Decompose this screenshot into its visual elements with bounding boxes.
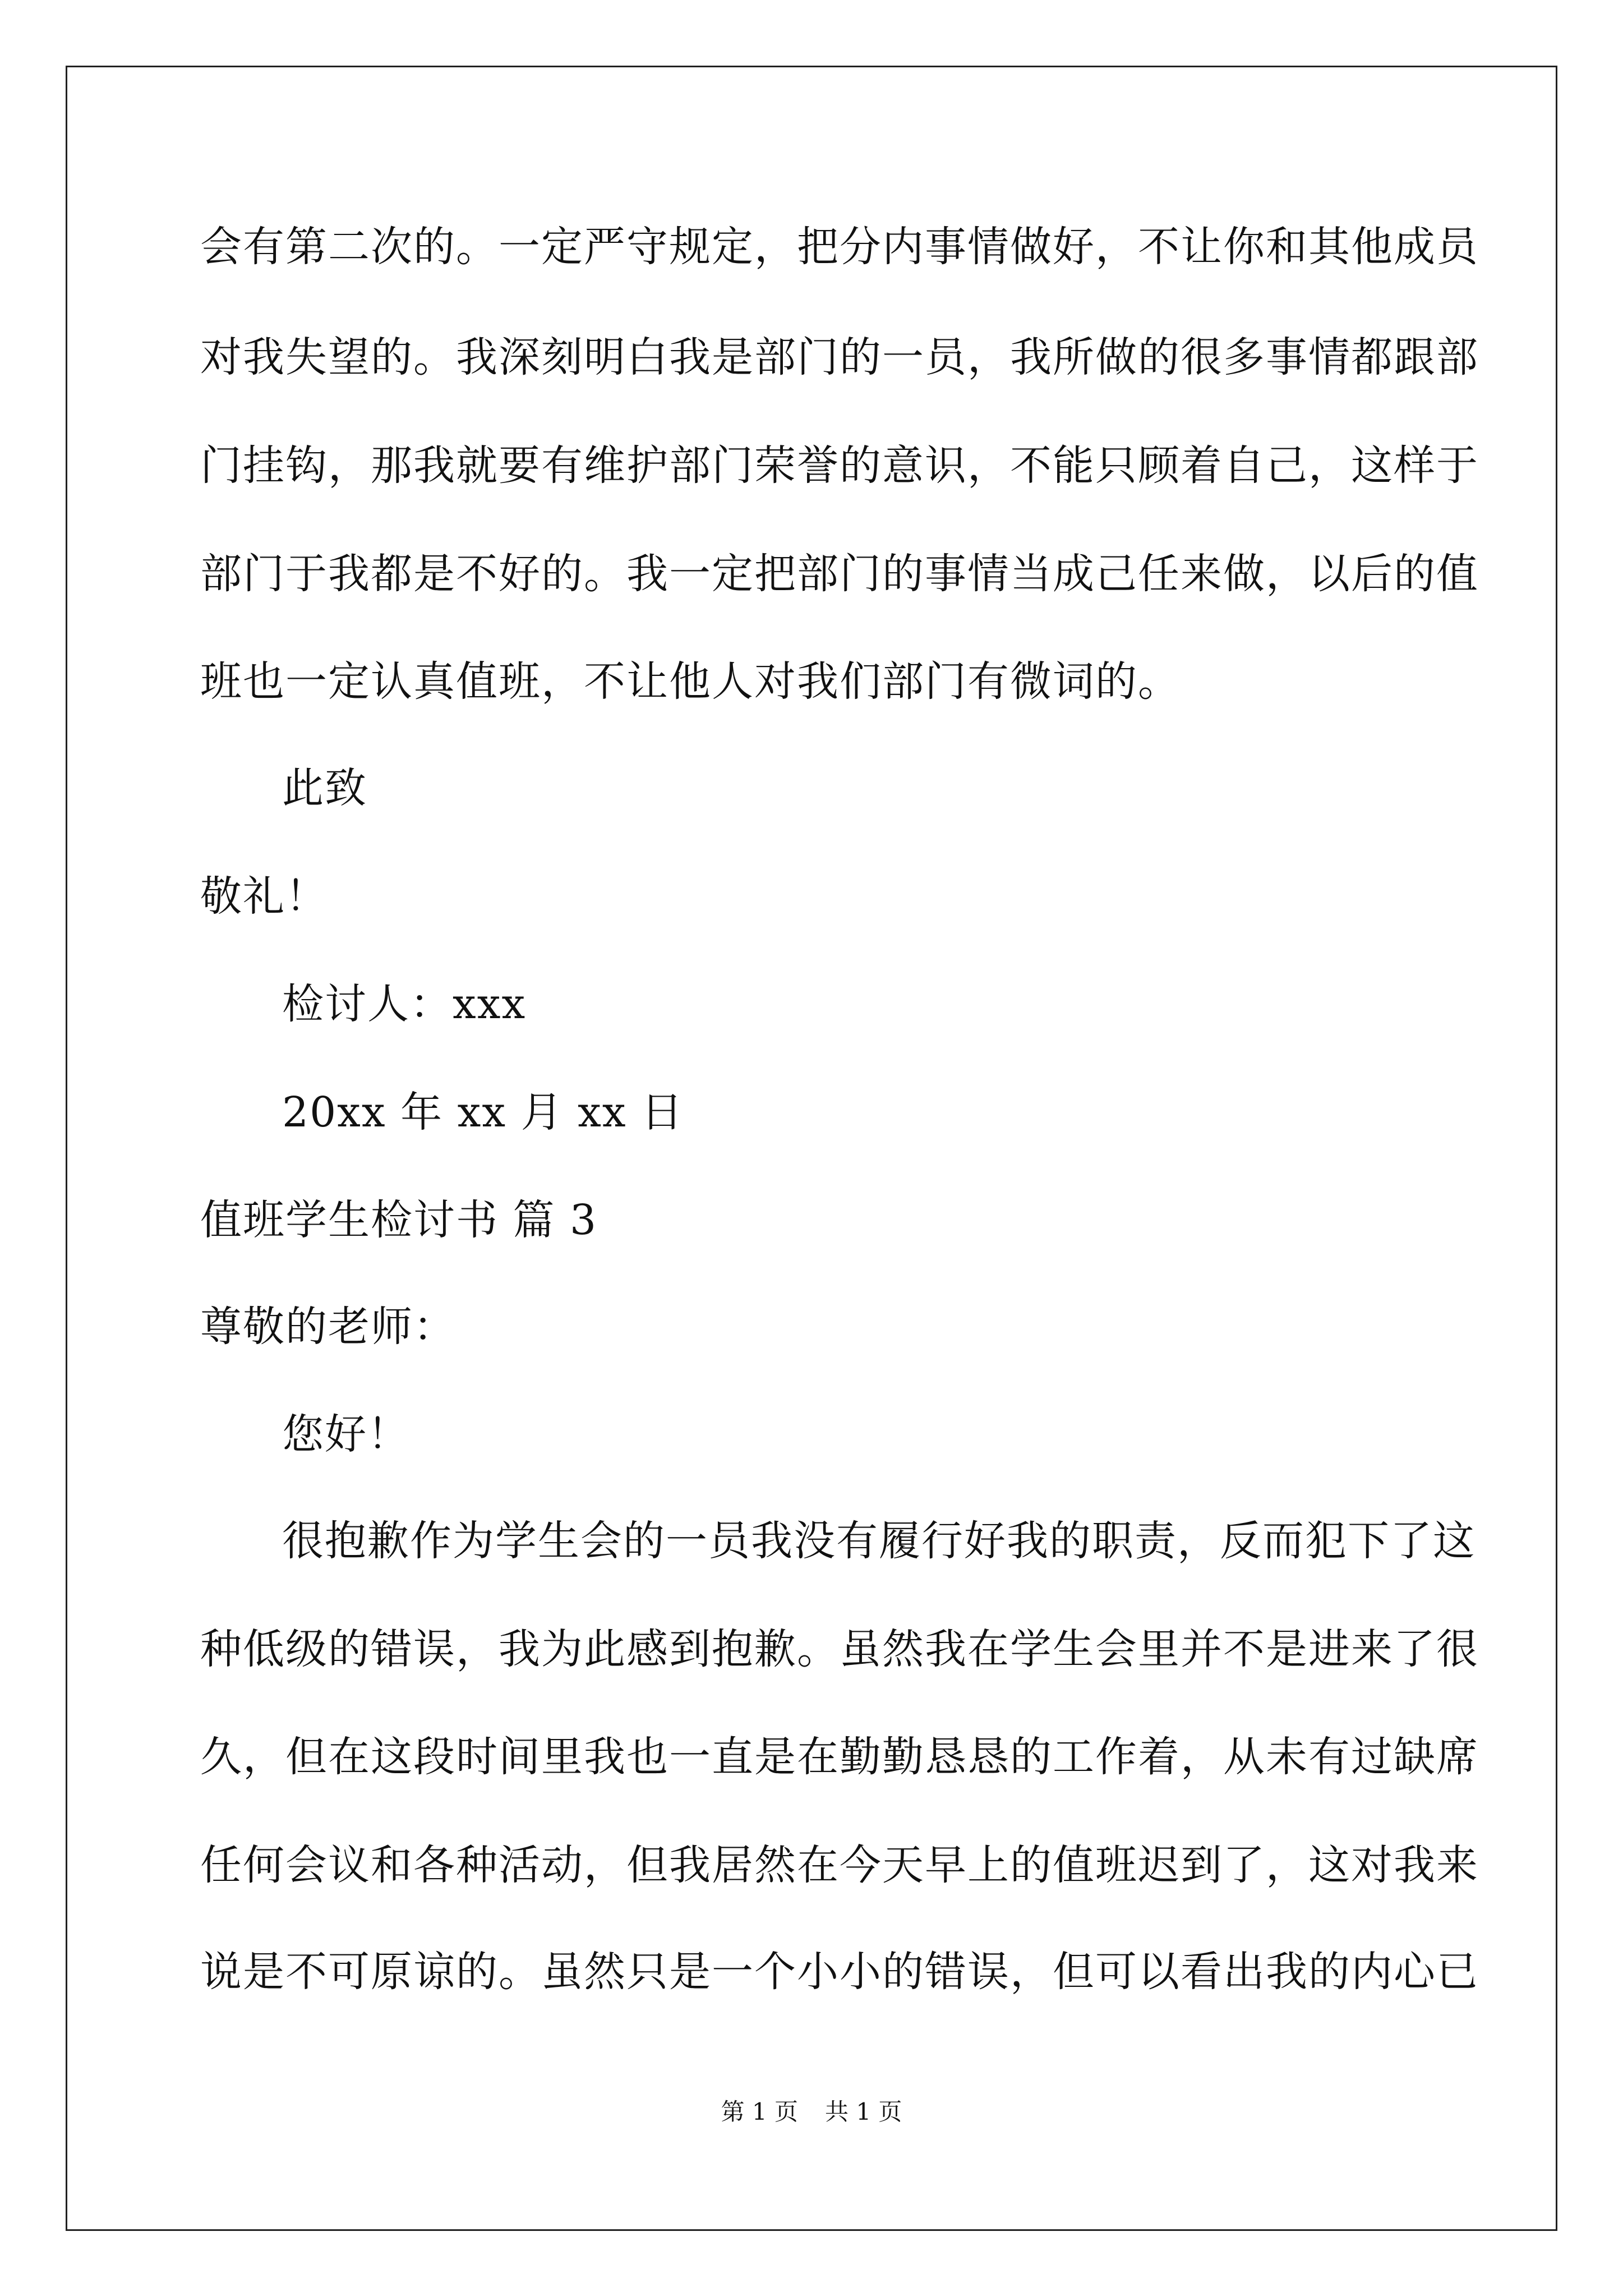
body-line: 任何会议和各种活动，但我居然在今天早上的值班迟到了，这对我来	[200, 1841, 1479, 1889]
body-line: 很抱歉作为学生会的一员我没有履行好我的职责，反而犯下了这	[282, 1517, 1476, 1565]
body-line: 门挂钩，那我就要有维护部门荣誉的意识，不能只顾着自己，这样于	[200, 441, 1479, 490]
signature-text: 检讨人：xxx	[282, 980, 527, 1028]
page-number: 第 1 页	[721, 2098, 798, 2125]
section-title: 值班学生检讨书 篇 3	[200, 1196, 598, 1244]
page-footer	[0, 2095, 1623, 2129]
page-border	[66, 66, 1557, 2231]
body-line: 部门于我都是不好的。我一定把部门的事情当成己任来做，以后的值	[200, 550, 1479, 598]
body-line: 说是不可原谅的。虽然只是一个小小的错误，但可以看出我的内心已	[200, 1948, 1479, 1996]
salute-text: 敬礼！	[200, 872, 328, 921]
page-total: 共 1 页	[825, 2098, 902, 2125]
body-line: 种低级的错误，我为此感到抱歉。虽然我在学生会里并不是进来了很	[200, 1625, 1479, 1673]
body-line: 对我失望的。我深刻明白我是部门的一员，我所做的很多事情都跟部	[200, 333, 1479, 381]
addressee-text: 尊敬的老师：	[200, 1303, 456, 1351]
body-line: 久，但在这段时间里我也一直是在勤勤恳恳的工作着，从未有过缺席	[200, 1733, 1479, 1781]
body-line: 会有第二次的。一定严守规定，把分内事情做好，不让你和其他成员	[200, 223, 1479, 271]
date-text: 20xx 年 xx 月 xx 日	[282, 1088, 684, 1137]
greeting-text: 您好！	[282, 1410, 410, 1458]
body-line: 班也一定认真值班，不让他人对我们部门有微词的。	[200, 657, 1181, 706]
closing-text: 此致	[282, 764, 367, 812]
